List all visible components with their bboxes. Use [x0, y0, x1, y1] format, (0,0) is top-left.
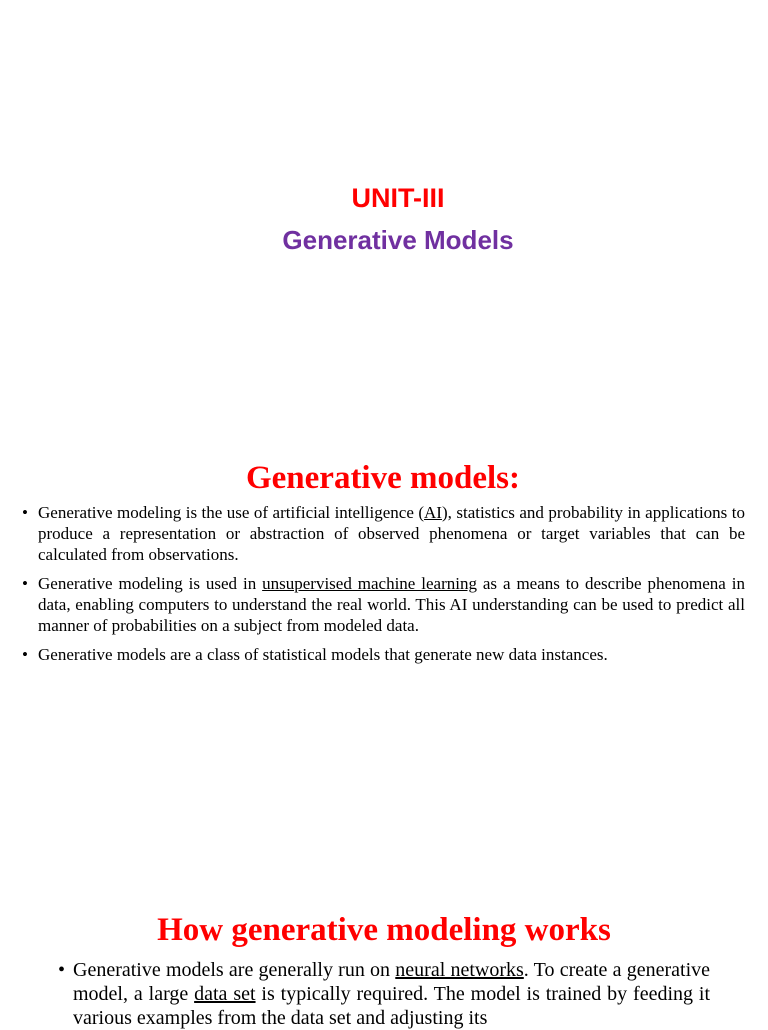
list-item	[22, 573, 745, 636]
link-unsupervised-machine-learning[interactable]: unsupervised machine learning	[262, 574, 477, 593]
slide-generative-models	[0, 412, 768, 880]
list-item	[58, 958, 710, 1030]
bullet-text: is typically required. The model is trained by feeding it various examples from the data set and adjusting its	[73, 983, 710, 1029]
slide-title	[0, 0, 768, 412]
bullet-icon: •	[22, 645, 28, 664]
bullet-icon: •	[22, 503, 28, 522]
bullet-text: Generative modeling is the use of artificial intelligence (	[38, 503, 425, 522]
bullet-text: Generative models are generally run on	[73, 959, 396, 981]
bullet-list	[58, 958, 710, 1030]
slide-heading: Generative models:	[245, 460, 520, 496]
slide-how-it-works	[0, 880, 768, 1029]
bullet-list	[22, 502, 745, 673]
slide-heading: How generative modeling works	[157, 912, 611, 948]
list-item	[22, 502, 745, 565]
link-neural-networks[interactable]: neural networks	[395, 959, 524, 981]
bullet-icon: •	[22, 574, 28, 593]
unit-subtitle: Generative Models	[282, 225, 514, 255]
bullet-text: Generative modeling is used in	[38, 574, 263, 593]
link-ai[interactable]: AI	[424, 503, 442, 522]
link-data-set[interactable]: data set	[194, 983, 256, 1005]
unit-title: UNIT-III	[351, 183, 445, 213]
bullet-text: . To create a generative model, a large	[73, 959, 711, 1005]
bullet-text: ), statistics and probability in applications to produce a representation or abstraction of observed phenomena or target variables that can be calculated from observations.	[38, 503, 745, 564]
list-item	[22, 644, 745, 665]
bullet-text: as a means to describe phenomena in data, enabling computers to understand the real world. This AI understanding can be used to predict all manner of probabilities on a subject from modeled data.	[38, 574, 745, 635]
bullet-text: Generative models are a class of statistical models that generate new data instances.	[38, 645, 608, 664]
bullet-icon: •	[58, 959, 66, 981]
